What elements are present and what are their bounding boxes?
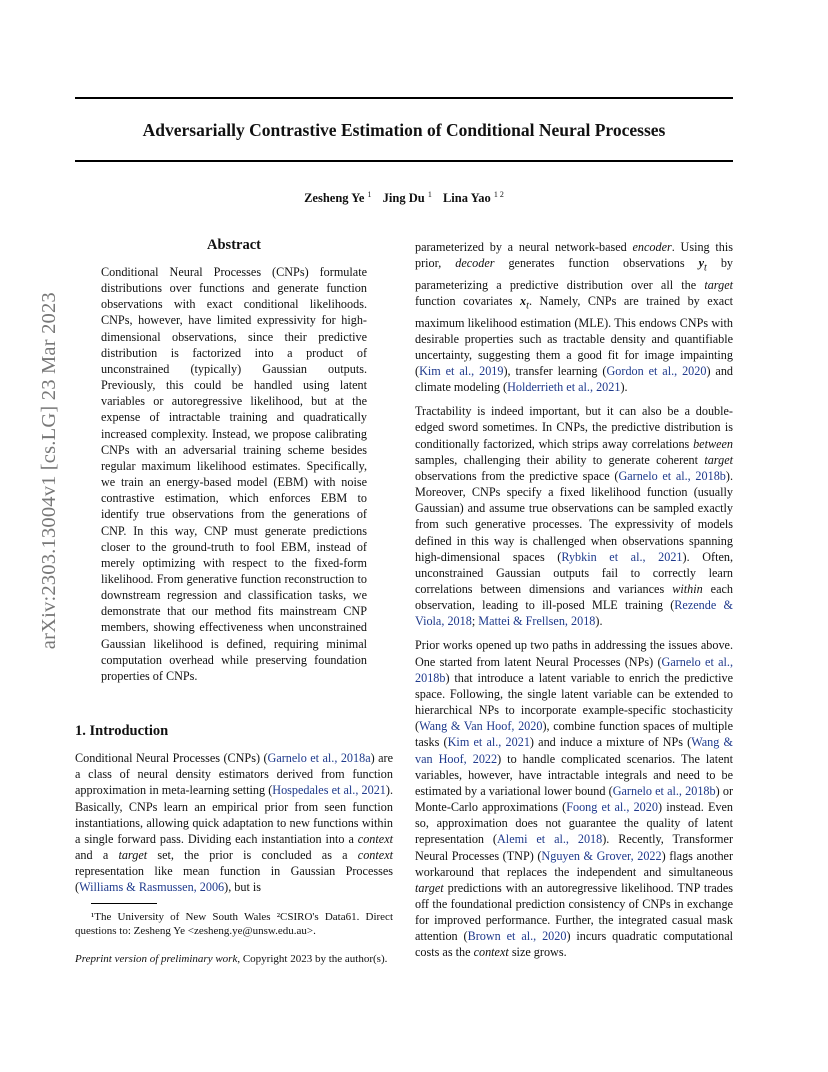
arxiv-identifier bbox=[38, 292, 61, 649]
intro-paragraph: Conditional Neural Processes (CNPs) (Garnelo et al., 2018a) are a class of neural density estimators derived from function approximation in meta-learning setting (Hospedales et al., 2021). Basically, CNPs learn an empirical prior from seen function instantiations, allowing quick adaptation to new functions within a single forward pass. Dividing each instantiation into a context and a target set, the prior is concluded as a context representation like mean function in Gaussian Processes (Williams & Rasmussen, 2006), but is bbox=[75, 751, 393, 895]
section-heading-introduction: 1. Introduction bbox=[75, 723, 169, 740]
citation-link[interactable]: Mattei & Frellsen, 2018 bbox=[478, 614, 596, 629]
author-list bbox=[75, 190, 733, 206]
author: Zesheng Ye $^1$ bbox=[304, 190, 372, 206]
citation-link[interactable]: Rybkin et al., 2021 bbox=[561, 549, 683, 564]
citation-link[interactable]: Garnelo et al., 2018b bbox=[415, 654, 733, 685]
citation-link[interactable]: Kim et al., 2021 bbox=[447, 735, 530, 750]
author: Lina Yao $^{1 2}$ bbox=[442, 190, 504, 206]
citation-link[interactable]: Brown et al., 2020 bbox=[467, 929, 567, 944]
arxiv-category: [cs.LG] bbox=[38, 405, 60, 471]
left-column bbox=[75, 235, 393, 966]
citation-link[interactable]: Wang & van Hoof, 2022 bbox=[415, 735, 734, 766]
citation-link[interactable]: Garnelo et al., 2018b bbox=[612, 783, 716, 798]
abstract-heading: Abstract bbox=[207, 237, 261, 253]
body-paragraph: Prior works opened up two paths in addressing the issues above. One started from latent Neural Processes (NPs) (Garnelo et al., 2018b) that introduce a latent variable to enrich the predictive space. Following, the single latent variable can be extended to hierarchical NPs to incorporate example-specific stochasticity (Wang & Van Hoof, 2020), combine function spaces of multiple tasks (Kim et al., 2021) and induce a mixture of NPs (Wang & van Hoof, 2022) to handle complicated scenarios. The latent variables, however, have intractable integrals and need to be estimated by a variational lower bound (Garnelo et al., 2018b) or Monte-Carlo approximations (Foong et al., 2020) instead. Even so, approximation does not guarantee the quality of latent representation (Alemi et al., 2018). Recently, Transformer Neural Processes (TNP) (Nguyen & Grover, 2022) flags another workaround that replaces the independent and simultaneous target predictions with an autoregressive likelihood. TNP trades off the foundational prediction consistency of CNPs in exchange for improved performance. Further, the integrated casual mask attention (Brown et al., 2020) incurs quadratic computational costs as the context size grows. bbox=[415, 638, 734, 960]
right-column bbox=[415, 239, 733, 969]
arxiv-date: 23 Mar 2023 bbox=[38, 292, 60, 401]
citation-link[interactable]: Garnelo et al., 2018a bbox=[267, 751, 371, 766]
footnote-rule bbox=[91, 903, 157, 904]
arxiv-id: arXiv:2303.13004v1 bbox=[38, 475, 60, 650]
citation-link[interactable]: Wang & Van Hoof, 2020 bbox=[419, 719, 543, 734]
title-rule-top bbox=[75, 97, 733, 99]
paper-title: Adversarially Contrastive Estimation of Conditional Neural Processes bbox=[142, 120, 666, 140]
affiliation-footnote: ¹The University of New South Wales ²CSIRO's Data61. Direct questions to: Zesheng Ye <zesheng.ye@unsw.edu.au>. bbox=[75, 911, 393, 938]
preprint-notice: Preprint version of preliminary work, Copyright 2023 by the author(s). bbox=[75, 953, 388, 966]
citation-link[interactable]: Alemi et al., 2018 bbox=[497, 832, 603, 847]
citation-link[interactable]: Nguyen & Grover, 2022 bbox=[541, 848, 662, 863]
citation-link[interactable]: Rezende & Viola, 2018 bbox=[415, 598, 733, 629]
citation-link[interactable]: Foong et al., 2020 bbox=[566, 800, 658, 815]
abstract-text: Conditional Neural Processes (CNPs) formulate distributions over functions and generate function observations with exact conditional likelihoods. CNPs, however, have limited expressivity for high-dimensional observations, since their predictive distribution is factorized into a product of unconstrained (typically) Gaussian outputs. Previously, this could be handled using latent variables or autoregressive likelihood, but at the expense of intractable training and quadratically increased complexity. Instead, we propose calibrating CNPs with an adversarial training scheme besides regular maximum likelihood estimates. Specifically, we train an energy-based model (EBM) with noise contrastive estimation, which enforces EBM to identify true observations from the generations of CNP. In this way, CNP must generate predictions closer to the ground-truth to fool EBM, instead of merely optimizing with respect to the fixed-form likelihood. From generative function reconstruction to downstream regression and classification tasks, we demonstrate that our method fits mainstream CNP members, showing effectiveness when unconstrained Gaussian likelihood is defined, requiring minimal computation overhead while preserving foundation properties of CNPs. bbox=[101, 265, 367, 683]
citation-link[interactable]: Hospedales et al., 2021 bbox=[272, 783, 386, 798]
citation-link[interactable]: Gordon et al., 2020 bbox=[606, 363, 707, 378]
citation-link[interactable]: Williams & Rasmussen, 2006 bbox=[79, 880, 225, 895]
citation-link[interactable]: Kim et al., 2019 bbox=[419, 363, 504, 378]
body-paragraph: parameterized by a neural network-based encoder. Using this prior, decoder generates function observations $y_t$ by parameterizing a predictive distribution over all the target function covariates $x_t$. Namely, CNPs are trained by exact maximum likelihood estimation (MLE). This endows CNPs with desirable properties such as tractable density and quantifiable uncertainty, suggesting them a good fit for image impainting (Kim et al., 2019), transfer learning (Gordon et al., 2020) and climate modeling (Holderrieth et al., 2021). bbox=[415, 240, 734, 395]
citation-link[interactable]: Holderrieth et al., 2021 bbox=[507, 380, 621, 395]
title-rule-bottom bbox=[75, 160, 733, 162]
body-paragraph: Tractability is indeed important, but it can also be a double-edged sword sometimes. In CNPs, the predictive distribution is conditionally factorized, which strips away correlations between samples, challenging their ability to generate coherent target observations from the predictive space (Garnelo et al., 2018b). Moreover, CNPs specify a fixed likelihood function (usually Gaussian) and assume true observations can be sampled exactly from such generative processes. The expressivity of models defined in this way is challenged when observations spanning high-dimensional spaces (Rybkin et al., 2021). Often, unconstrained Gaussian outputs fail to correctly learn correlations between dimensions and variances within each observation, leading to ill-posed MLE training (Rezende & Viola, 2018; Mattei & Frellsen, 2018). bbox=[415, 404, 734, 629]
author: Jing Du $^1$ bbox=[382, 190, 432, 206]
citation-link[interactable]: Garnelo et al., 2018b bbox=[618, 468, 726, 483]
